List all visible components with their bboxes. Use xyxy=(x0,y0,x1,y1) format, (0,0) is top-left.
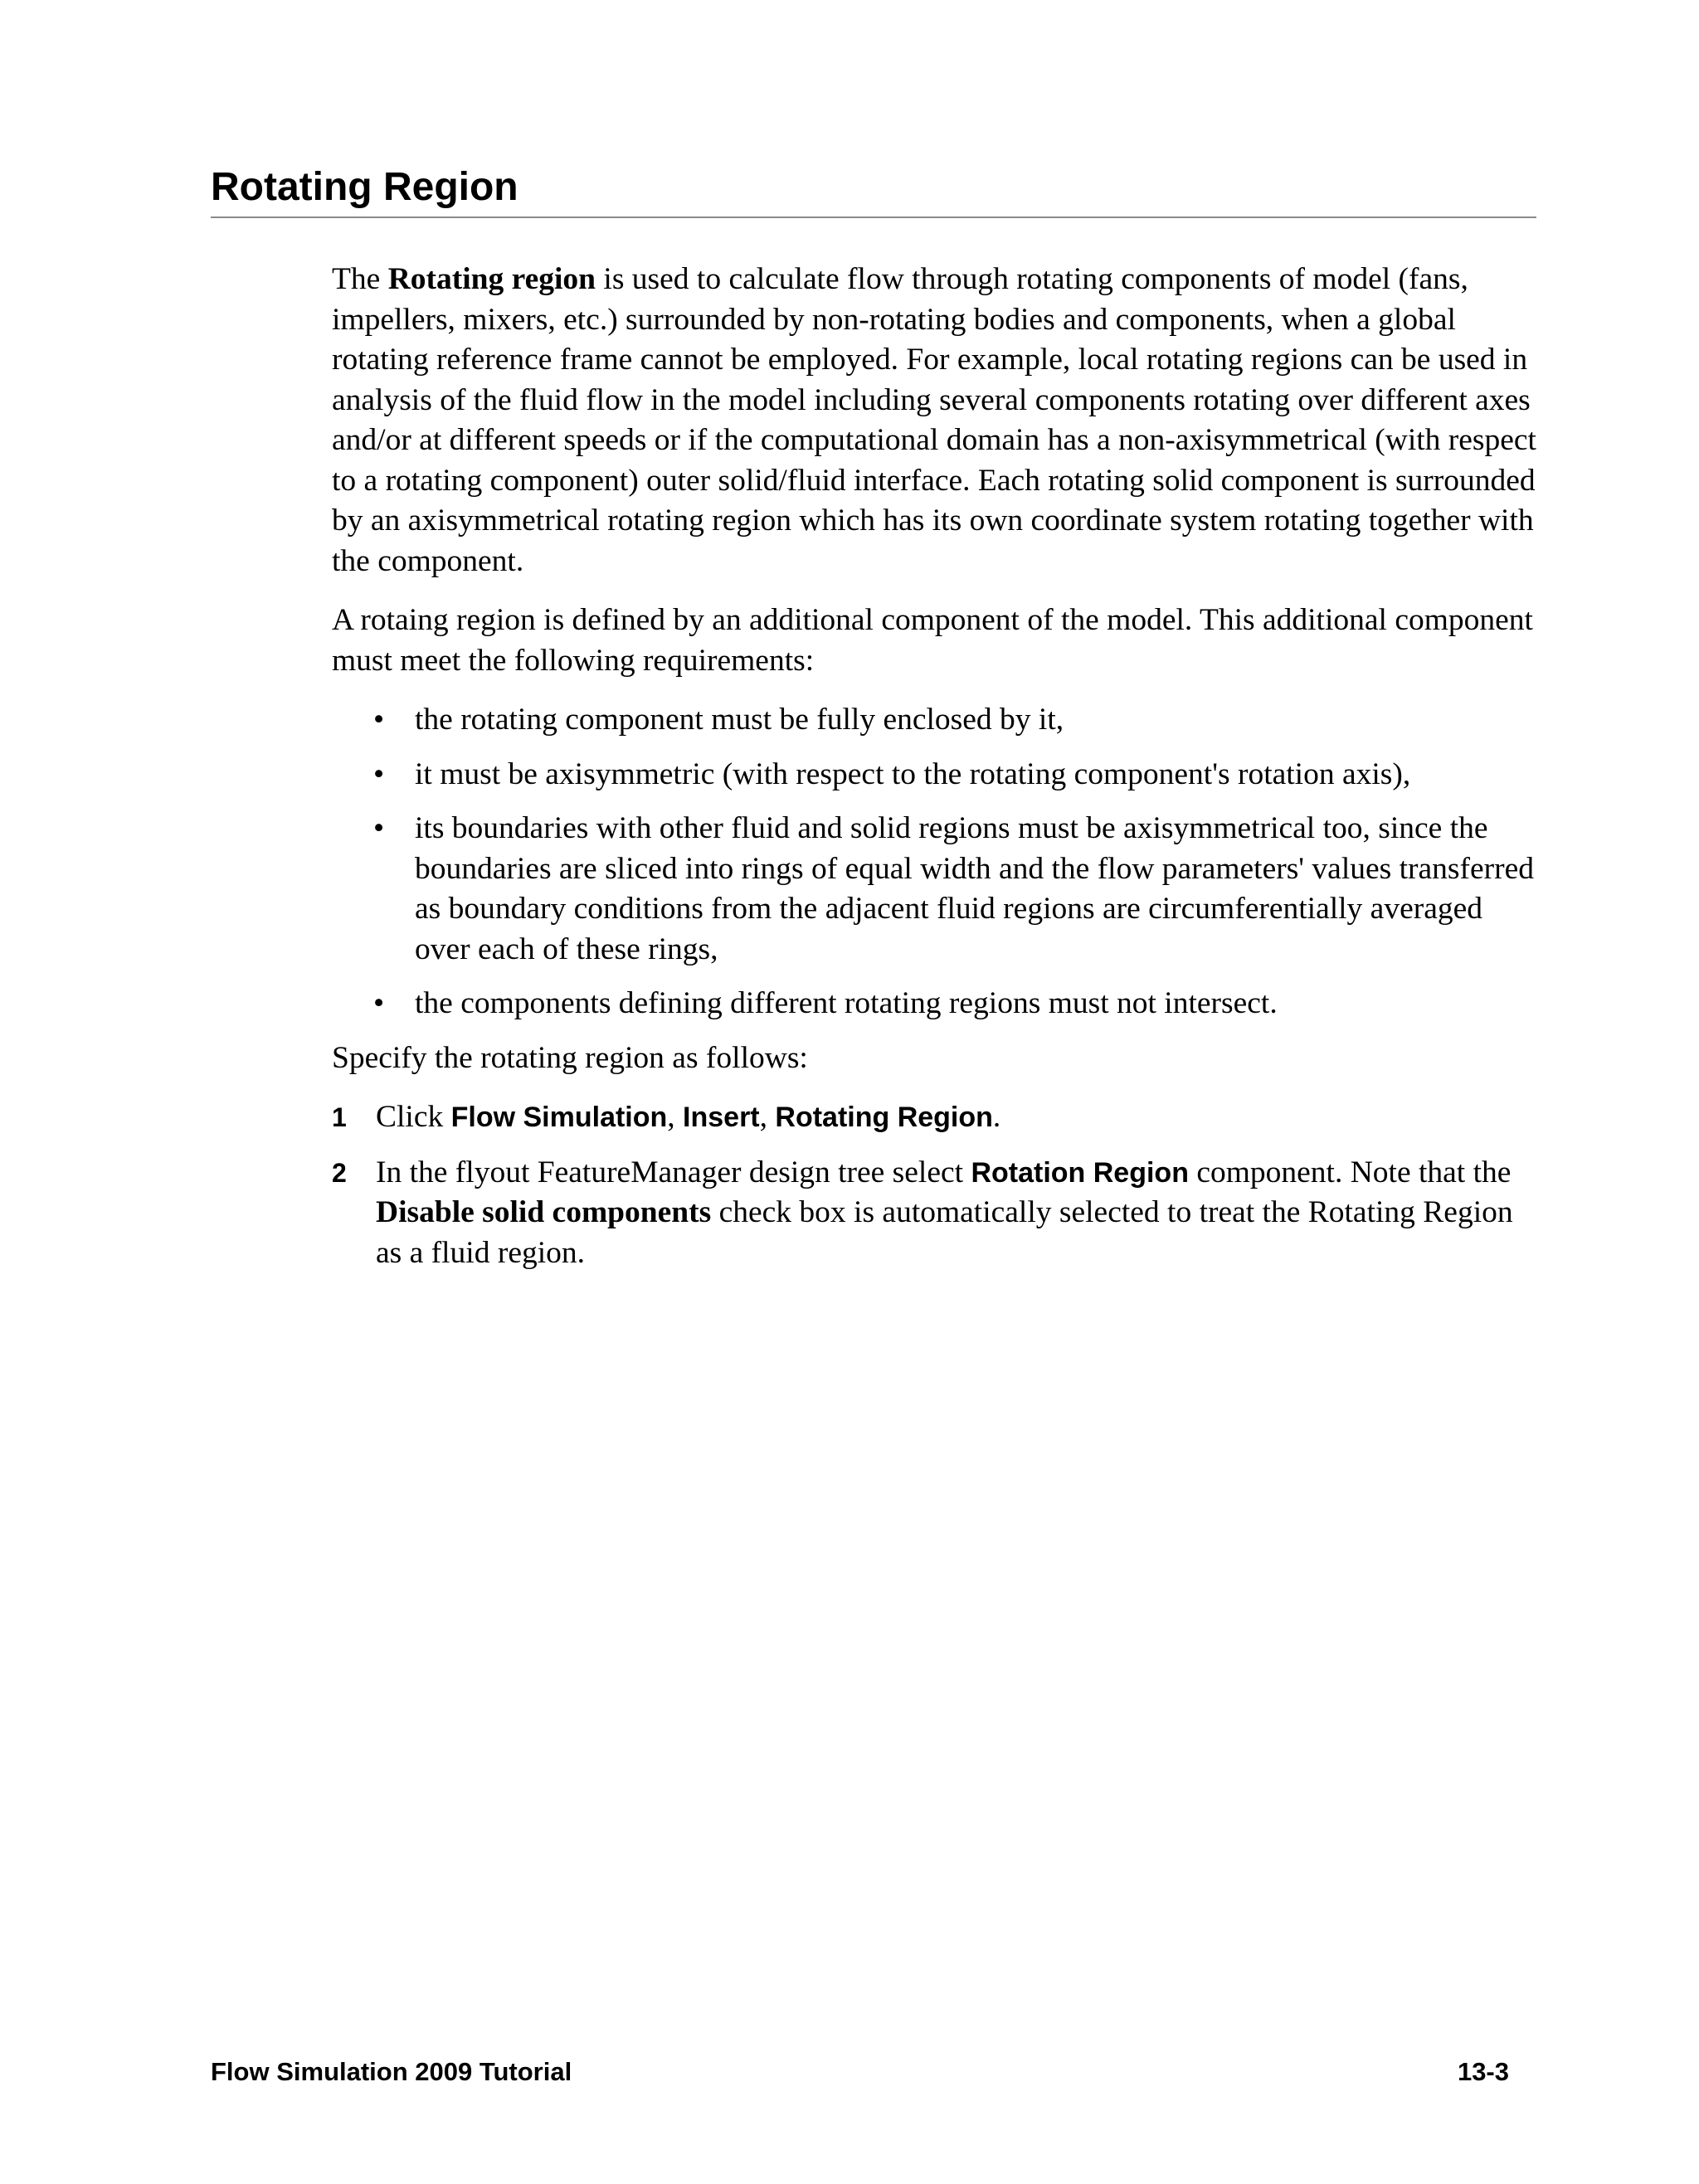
list-item-text: the rotating component must be fully enclosed by it, xyxy=(415,703,1064,737)
page-number: 13-3 xyxy=(1457,2057,1509,2086)
step-text: check box is automatically selected to treat the Rotating Region as a fluid region. xyxy=(376,1195,1513,1270)
step-separator: , xyxy=(667,1100,684,1134)
intro-text: is used to calculate flow through rotating components of model (fans, impellers, mixers, etc.) surrounded by non-rotating bodies and components, when a global rotating reference frame cannot be employed. For example, local rotating regions can be used in analysis of the fluid flow in the model including several components rotating over different axes and/or at different speeds or if the computational domain has a non-axisymmetrical (with respect to a rotating component) outer solid/fluid interface. Each rotating solid component is surrounded by an axisymmetrical rotating region which has its own coordinate system rotating together with the component. xyxy=(332,262,1536,578)
step-item xyxy=(332,1097,1539,1138)
list-item xyxy=(332,809,1539,970)
list-item xyxy=(332,755,1539,795)
menu-term: Rotating Region xyxy=(775,1102,993,1133)
bullet-icon: • xyxy=(373,703,385,737)
step-separator: , xyxy=(759,1100,776,1134)
option-term: Disable solid components xyxy=(376,1195,712,1229)
menu-term: Rotation Region xyxy=(971,1156,1189,1189)
intro-text: The xyxy=(332,262,388,296)
intro-paragraph xyxy=(332,260,1539,581)
heading-rule xyxy=(211,216,1536,218)
list-item-text: the components defining different rotating regions must not intersect. xyxy=(415,986,1278,1020)
requirements-intro: A rotaing region is defined by an additional component of the model. This additional component must meet the following requirements: xyxy=(332,603,1533,678)
bullet-icon: • xyxy=(373,986,385,1020)
step-text: . xyxy=(992,1100,1001,1134)
menu-term: Insert xyxy=(683,1102,760,1133)
requirements-list xyxy=(332,700,1539,1024)
body-text xyxy=(332,260,1539,1288)
specify-paragraph: Specify the rotating region as follows: xyxy=(332,1040,808,1075)
bullet-icon: • xyxy=(373,756,385,791)
footer-title: Flow Simulation 2009 Tutorial xyxy=(211,2057,572,2086)
step-item xyxy=(332,1153,1539,1274)
steps-list xyxy=(332,1097,1539,1273)
section-heading: Rotating Region xyxy=(211,165,518,209)
bullet-icon: • xyxy=(373,811,385,845)
step-text: In the flyout FeatureManager design tree select xyxy=(376,1155,971,1189)
step-number: 2 xyxy=(332,1157,347,1188)
intro-bold-term: Rotating region xyxy=(387,262,596,296)
menu-term: Flow Simulation xyxy=(450,1102,668,1133)
step-number: 1 xyxy=(332,1102,347,1132)
step-text: Click xyxy=(376,1100,451,1134)
list-item-text: it must be axisymmetric (with respect to the rotating component's rotation axis), xyxy=(415,756,1411,791)
list-item xyxy=(332,700,1539,741)
list-item-text: its boundaries with other fluid and solid regions must be axisymmetrical too, since the boundaries are sliced into rings of equal width and the flow parameters' values transferred as boundary conditions from the adjacent fluid regions are circumferentially averaged over each of these rings, xyxy=(415,811,1534,966)
list-item xyxy=(332,984,1539,1024)
step-text: component. Note that the xyxy=(1188,1155,1512,1189)
